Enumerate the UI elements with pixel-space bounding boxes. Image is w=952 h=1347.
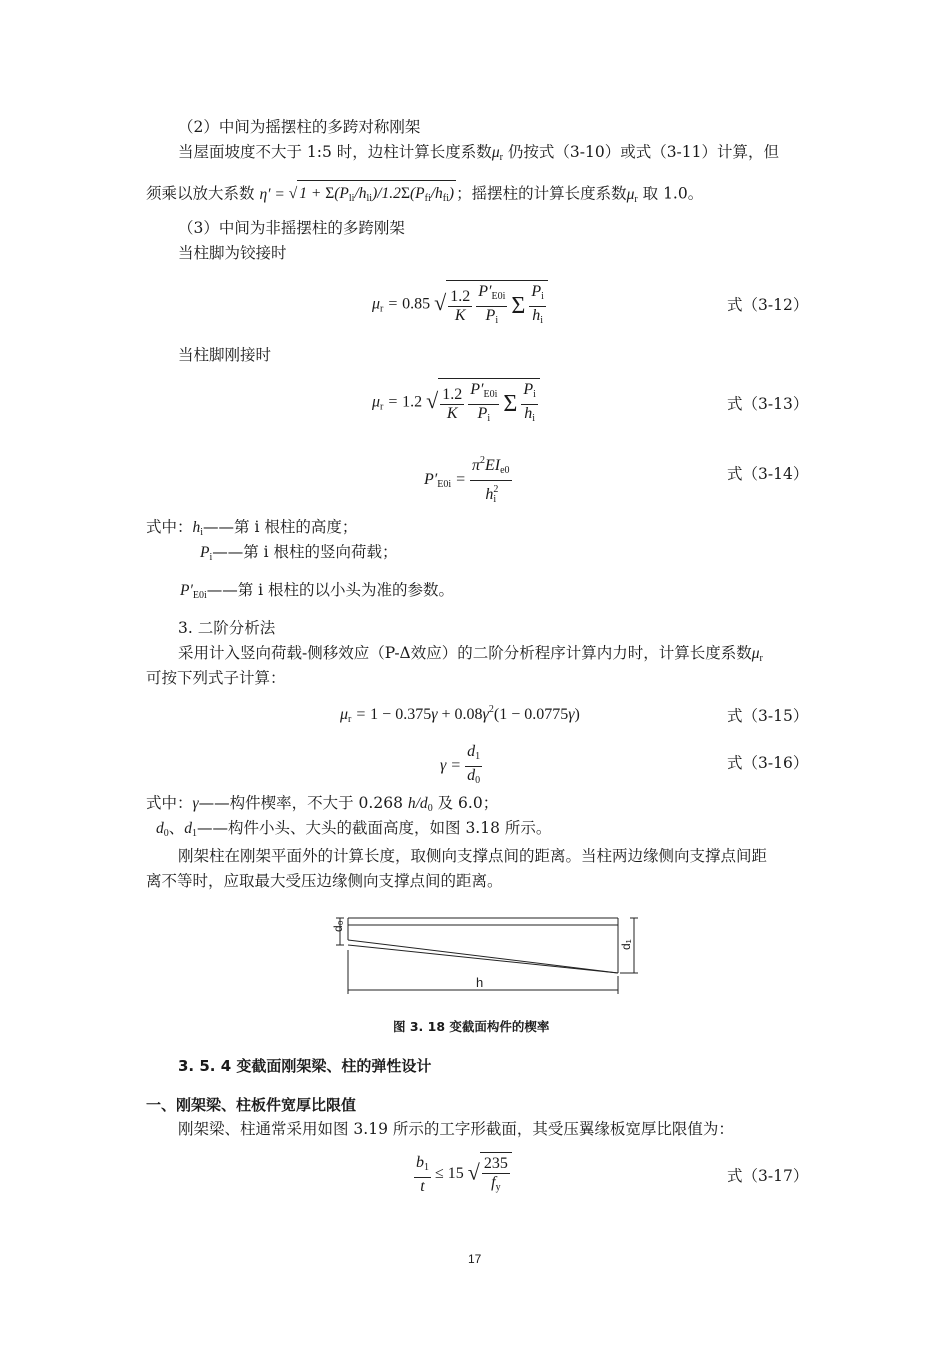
subheading-width-thickness: 一、刚架梁、柱板件宽厚比限值	[146, 1096, 357, 1114]
paragraph-amplification: 须乘以放大系数 η′ = √ $1 + \Sigma(P_{li}/h_{li})/1.2\Sigma(P_{fi}/h_{fi})$ ；摇摆柱的计算长度系数$\mu_r$ 取 1.0。	[146, 180, 703, 211]
paragraph-second-order: 采用计入竖向荷载-侧移效应（P-Δ效应）的二阶分析程序计算内力时，计算长度系数$\mu_r$	[178, 644, 763, 664]
equation-3-13-label: 式（3-13）	[727, 395, 809, 413]
figure-label-d1: d₁	[619, 939, 633, 950]
where-pe0i: $P'_{E0i}——$第 i 根柱的以小头为准的参数。	[180, 581, 455, 601]
mu-r-symbol: $\mu_r$	[491, 144, 503, 163]
subsection-second-order: 3. 二阶分析法	[178, 619, 276, 637]
figure-label-d0: d₀	[331, 920, 345, 932]
equation-3-16-label: 式（3-16）	[727, 754, 809, 772]
paragraph-out-of-plane-2: 离不等时，应取最大受压边缘侧向支撑点间的距离。	[146, 872, 503, 890]
subsection-2-title: （2）中间为摇摆柱的多跨对称刚架	[178, 118, 421, 136]
paragraph-i-section: 刚架梁、柱通常采用如图 3.19 所示的工字形截面，其受压翼缘板宽厚比限值为：	[178, 1120, 734, 1138]
eta-formula: η′ = √ $1 + \Sigma(P_{li}/h_{li})/1.2\Sigma(P_{fi}/h_{fi})$	[259, 186, 456, 203]
paragraph-hinged: 当柱脚为铰接时	[178, 244, 287, 262]
where-pi: $P_i——$第 i 根柱的竖向荷载；	[200, 543, 398, 563]
page-number: 17	[468, 1252, 482, 1266]
equation-3-16: γ = $\frac{d_1}{d_0}$	[440, 743, 481, 786]
paragraph-out-of-plane-1: 刚架柱在刚架平面外的计算长度，取侧向支撑点间的距离。当柱两边缘侧向支撑点间距	[178, 847, 768, 865]
figure-caption: 图 3. 18 变截面构件的楔率	[393, 1019, 550, 1034]
equation-3-15: $\mu_r = 1 - 0.375\gamma + 0.08\gamma^2(1 - 0.0775\gamma)$	[340, 704, 580, 725]
where-hi: 式中：$h_i——$第 i 根柱的高度；	[146, 518, 358, 538]
equation-3-17-label: 式（3-17）	[727, 1167, 809, 1185]
tapered-member-figure	[330, 910, 640, 1000]
paragraph-slope: 当屋面坡度不大于 1:5 时，边柱计算长度系数$\mu_r$ 仍按式（3-10）或式（3-11）计算，但	[178, 143, 780, 163]
where-d0-d1: $d_0$、$d_1——$构件小头、大头的截面高度，如图 3.18 所示。	[156, 819, 552, 839]
equation-3-14: $P'_{E0i}$ = $\frac{\pi^2EI_{e0}}{h^2_i}$	[424, 452, 512, 509]
equation-3-15-label: 式（3-15）	[727, 707, 809, 725]
equation-3-12-label: 式（3-12）	[727, 296, 809, 314]
paragraph-rigid: 当柱脚刚接时	[178, 346, 272, 364]
equation-3-14-label: 式（3-14）	[727, 465, 809, 483]
subsection-3-title: （3）中间为非摇摆柱的多跨刚架	[178, 219, 405, 237]
section-heading-3-5-4: 3. 5. 4 变截面刚架梁、柱的弹性设计	[178, 1057, 432, 1075]
equation-3-17: $\frac{b_1}{t}$ ≤ 15 √ $\frac{235}{f_y}$	[414, 1152, 512, 1197]
where-gamma: 式中：γ——构件楔率，不大于 0.268 $h/d_0$ 及 6.0；	[146, 794, 499, 814]
equation-3-13: $\mu_r = 1.2$ √ $\frac{1.2}{K}$ $\frac{P'_{E0i}}{P_i}$ Σ $\frac{P_i}{h_i}$	[372, 378, 540, 428]
paragraph-following: 可按下列式子计算：	[146, 669, 286, 687]
figure-label-h: h	[476, 975, 484, 990]
equation-3-12: $\mu_r = 0.85$ √ $\frac{1.2}{K}$ $\frac{P'_{E0i}}{P_i}$ Σ $\frac{P_i}{h_i}$	[372, 280, 548, 330]
